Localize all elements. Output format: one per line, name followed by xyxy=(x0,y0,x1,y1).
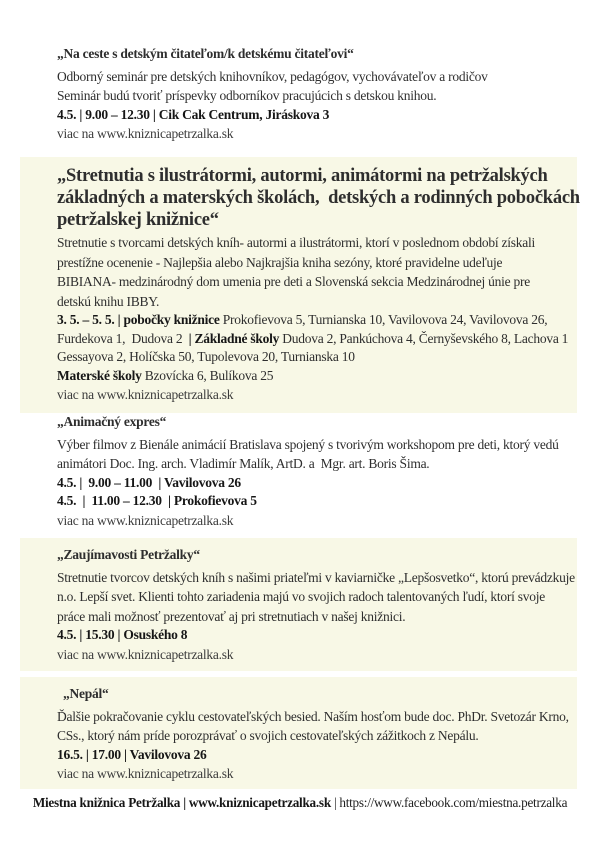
event-more-link[interactable]: viac na www.kniznicapetrzalka.sk xyxy=(57,126,234,141)
event-section-zaujimavosti xyxy=(20,538,577,671)
event-section-na-ceste xyxy=(57,44,567,144)
event-title: „Animačný expres“ xyxy=(57,414,167,429)
event-title: „Zaujímavosti Petržalky“ xyxy=(57,547,200,562)
event-description: Výber filmov z Bienále animácií Bratislava spojený s tvorivým workshopom pre deti, ktorý vedú animátori Doc. Ing. arch. Vladimír Malík, ArtD. a Mgr. art. Boris Šima. xyxy=(57,436,559,471)
event-description: Stretnutie s tvorcami detských kníh- autormi a ilustrátormi, ktorí v poslednom období získali prestížne ocenenie - Najlepšia alebo Najkrajšia kniha sezóny, ktoré pravidelne udeľuje BIBIANA- medzinárodný dom umenia pre deti a Slovenská sekcia Medzinárodnej únie pre detskú knihu IBBY. xyxy=(57,235,536,309)
event-title: „Stretnutia s ilustrátormi, autormi, animátormi na petržalských základných a materských školách, detských a rodinných pobočkách petržalskej knižnice“ xyxy=(57,166,580,230)
event-description: Stretnutie tvorcov detských kníh s našimi priateľmi v kaviarničke „Lepšosvetko“, ktorú prevádzkuje n.o. Lepší svet. Klienti tohto zariadenia majú vo svojich radoch talentovaných ľudí, ktorí svoje práce mali možnosť prezentovať aj pri stretnutiach v našej knižnici. xyxy=(57,569,575,624)
event-schedule: 4.5. | 15.30 | Osuského 8 xyxy=(57,627,188,642)
event-more-link[interactable]: viac na www.kniznicapetrzalka.sk xyxy=(57,387,234,402)
event-title: „Nepál“ xyxy=(63,686,109,701)
event-schedule: 3. 5. – 5. 5. | pobočky knižnice Prokofievova 5, Turnianska 10, Vavilovova 24, Vavilovova 26, Furdekova 1, Dudova 2 | Základné školy Dudova 2, Pankúchova 4, Černyševského 8, Lachova 1 Gessayova 2, Holíčska 50, Tupolevova 20, Turnianska 10 Materské školy Bzovícka 6, Bulíkova 25 xyxy=(57,312,569,383)
event-more-link[interactable]: viac na www.kniznicapetrzalka.sk xyxy=(57,512,234,528)
event-schedule: 16.5. | 17.00 | Vavilovova 26 xyxy=(57,746,207,762)
event-more-link[interactable]: viac na www.kniznicapetrzalka.sk xyxy=(57,766,234,781)
event-description: Ďalšie pokračovanie cyklu cestovateľských besied. Naším hosťom bude doc. PhDr. Svetozár Krno, CSs., ktorý nám príde porozprávať o svojich cestovateľských zážitkoch z Nepálu. xyxy=(57,708,569,743)
event-more-link[interactable]: viac na www.kniznicapetrzalka.sk xyxy=(57,646,234,662)
event-section-animacny-expres xyxy=(57,412,567,530)
event-section-nepal xyxy=(20,677,577,789)
event-schedule: 4.5. | 9.00 – 12.30 | Cik Cak Centrum, Jiráskova 3 xyxy=(57,106,330,122)
event-description: Odborný seminár pre detských knihovníkov, pedagógov, vychovávateľov a rodičov Seminár budú tvoriť príspevky odborníkov pracujúcich s detskou knihou. xyxy=(57,68,488,103)
event-section-stretnutia xyxy=(20,157,580,413)
footer-contact-links[interactable]: Miestna knižnica Petržalka | www.kniznicapetrzalka.sk | https://www.facebook.com/miestna.petrzalka xyxy=(32,795,568,810)
event-schedule: 4.5. | 9.00 – 11.00 | Vavilovova 26 4.5. | 11.00 – 12.30 | Prokofievova 5 xyxy=(57,474,257,508)
event-title: „Na ceste s detským čitateľom/k detskému čitateľovi“ xyxy=(57,46,354,61)
